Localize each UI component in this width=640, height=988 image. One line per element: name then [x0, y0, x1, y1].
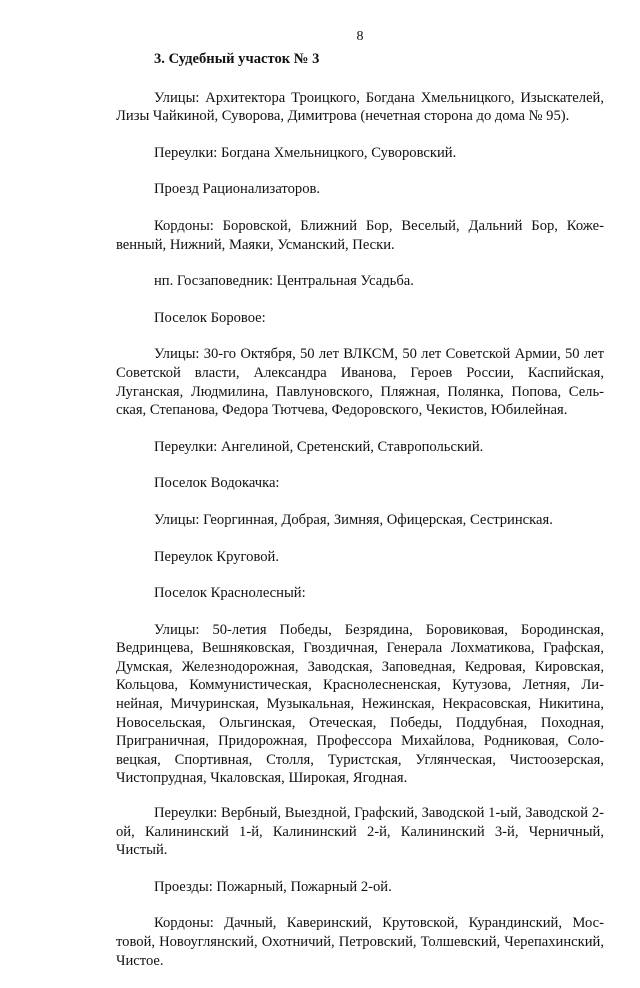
paragraph-borovoe-streets: Улицы: 30-го Октября, 50 лет ВЛКСМ, 50 лет Советской Армии, 50 лет Советской власти, Александра Иванова, Героев России, Каспийская, Луганская, Людмилина, Павлуновского, Пляжная, Полянка, Попова, Сельская, Степанова, Федора Тютчева, Федоровского, Чекистов, Юбилейная.: [116, 346, 604, 419]
paragraph-settlement-krasnolesny: Поселок Краснолесный:: [154, 585, 306, 602]
paragraph-cordons: Кордоны: Боровской, Ближний Бор, Веселый, Дальний Бор, Кожевенный, Нижний, Маяки, Усманский, Пески.: [116, 217, 604, 253]
document-body: [116, 50, 604, 988]
paragraph-krasnolesny-cordons: Кордоны: Дачный, Каверинский, Крутовской, Курандинский, Мостовой, Новоуглянский, Охотничий, Петровский, Толшевский, Черепахинский, Чистое.: [116, 915, 604, 969]
paragraph-borovoe-lanes: Переулки: Ангелиной, Сретенский, Ставропольский.: [154, 438, 484, 455]
paragraph-streets: Улицы: Архитектора Троицкого, Богдана Хмельницкого, Изыскателей, Лизы Чайкиной, Суворова, Димитрова (нечетная сторона до дома № 95).: [116, 89, 604, 125]
paragraph-passage: Проезд Рационализаторов.: [154, 181, 321, 198]
paragraph-lanes: Переулки: Богдана Хмельницкого, Суворовский.: [154, 144, 457, 161]
paragraph-settlement-borovoe: Поселок Боровое:: [154, 309, 266, 326]
paragraph-krasnolesny-lanes: Переулки: Вербный, Выездной, Графский, Заводской 1-ый, Заводской 2-ой, Калининский 1-й, Калининский 2-й, Калининский 3-й, Черничный, Чистый.: [116, 805, 604, 859]
paragraph-krasnolesny-passages: Проезды: Пожарный, Пожарный 2-ой.: [154, 878, 392, 895]
paragraph-vodokachka-lane: Переулок Круговой.: [154, 548, 280, 565]
page-number: 8: [356, 29, 364, 44]
paragraph-reserve: нп. Госзаповедник: Центральная Усадьба.: [154, 273, 414, 290]
paragraph-krasnolesny-streets: Улицы: 50-летия Победы, Безрядина, Боровиковая, Бородинская, Ведринцева, Вешняковская, Гвоздичная, Генерала Лохматикова, Графская, Думская, Железнодорожная, Заводская, Заповедная, Кедровая, Кировская, Кольцова, Коммунистическая, Краснолесненская, Кутузова, Летняя, Линейная, Мичуринская, Музыкальная, Нежинская, Некрасовская, Никитина, Новосельская, Ольгинская, Отеческая, Победы, Поддубная, Походная, Приграничная, Придорожная, Профессора Михайлова, Родниковая, Соловецкая, Спортивная, Столля, Туристская, Углянческая, Чистоозерская, Чистопрудная, Чкаловская, Широкая, Ягодная.: [116, 621, 604, 787]
paragraph-settlement-vodokachka: Поселок Водокачка:: [154, 475, 280, 492]
section-heading: 3. Судебный участок № 3: [154, 51, 320, 67]
paragraph-vodokachka-streets: Улицы: Георгинная, Добрая, Зимняя, Офицерская, Сестринская.: [154, 511, 553, 528]
